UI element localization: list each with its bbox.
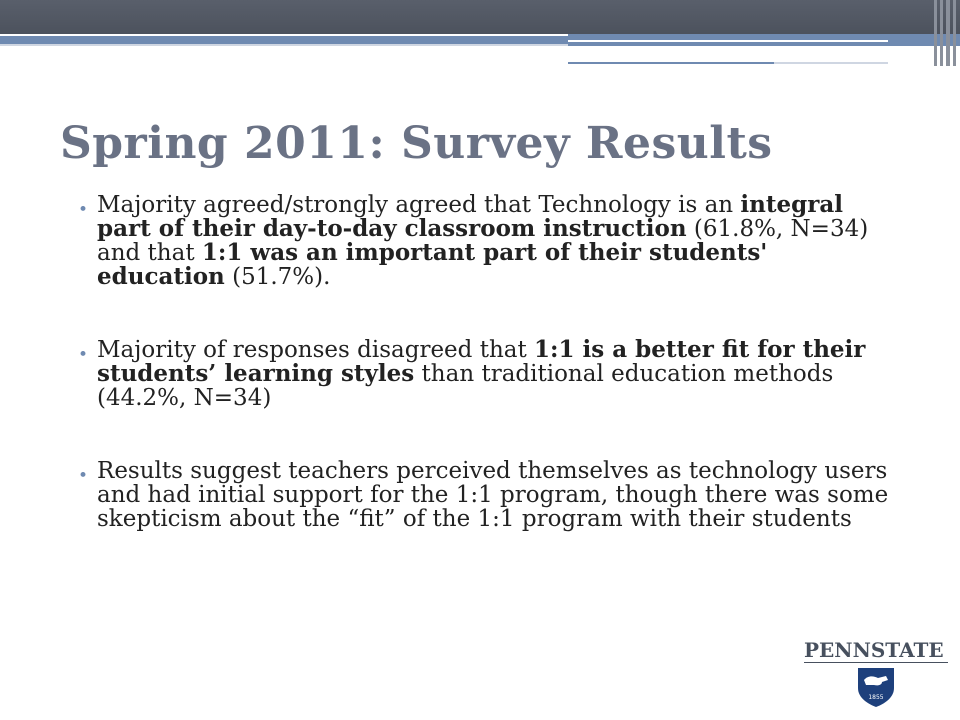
bullet-text: Majority of responses disagreed that xyxy=(97,337,535,363)
bullet-emphasis: 1:1 was an important part of their students' education xyxy=(97,239,768,290)
bullet-item xyxy=(78,193,898,289)
bullet-text: Majority agreed/strongly agreed that Technology is an xyxy=(97,192,741,218)
slide-title: Spring 2011: Survey Results xyxy=(60,118,773,169)
header-decorative-lines xyxy=(0,0,960,80)
bullet-dot-icon: • xyxy=(78,200,89,220)
logo-wordmark: PENNSTATE xyxy=(804,638,944,662)
bullet-item xyxy=(78,338,898,410)
bullet-dot-icon: • xyxy=(78,466,89,486)
bullet-text: (51.7%). xyxy=(224,264,331,290)
bullet-dot-icon: • xyxy=(78,345,89,365)
bullet-emphasis: 1:1 is a better fit for their students’ learning styles xyxy=(97,336,866,387)
bullet-list xyxy=(78,193,898,580)
bullet-text: Results suggest teachers perceived themselves as technology users and had initial support for the 1:1 program, though there was some skepticism about the “fit” of the 1:1 program with their students xyxy=(97,458,889,532)
logo-year: 1855 xyxy=(868,694,884,701)
bullet-emphasis: integral part of their day-to-day classroom instruction xyxy=(97,191,843,242)
bullet-item xyxy=(78,459,898,531)
bullet-text: (61.8%, N=34) and that xyxy=(97,216,869,266)
header-corner-bars xyxy=(932,0,960,66)
logo-divider xyxy=(804,662,948,663)
pennstate-logo xyxy=(804,638,952,708)
bullet-text: than traditional education methods (44.2%, N=34) xyxy=(97,361,834,411)
nittany-lion-shield-icon xyxy=(856,666,896,708)
